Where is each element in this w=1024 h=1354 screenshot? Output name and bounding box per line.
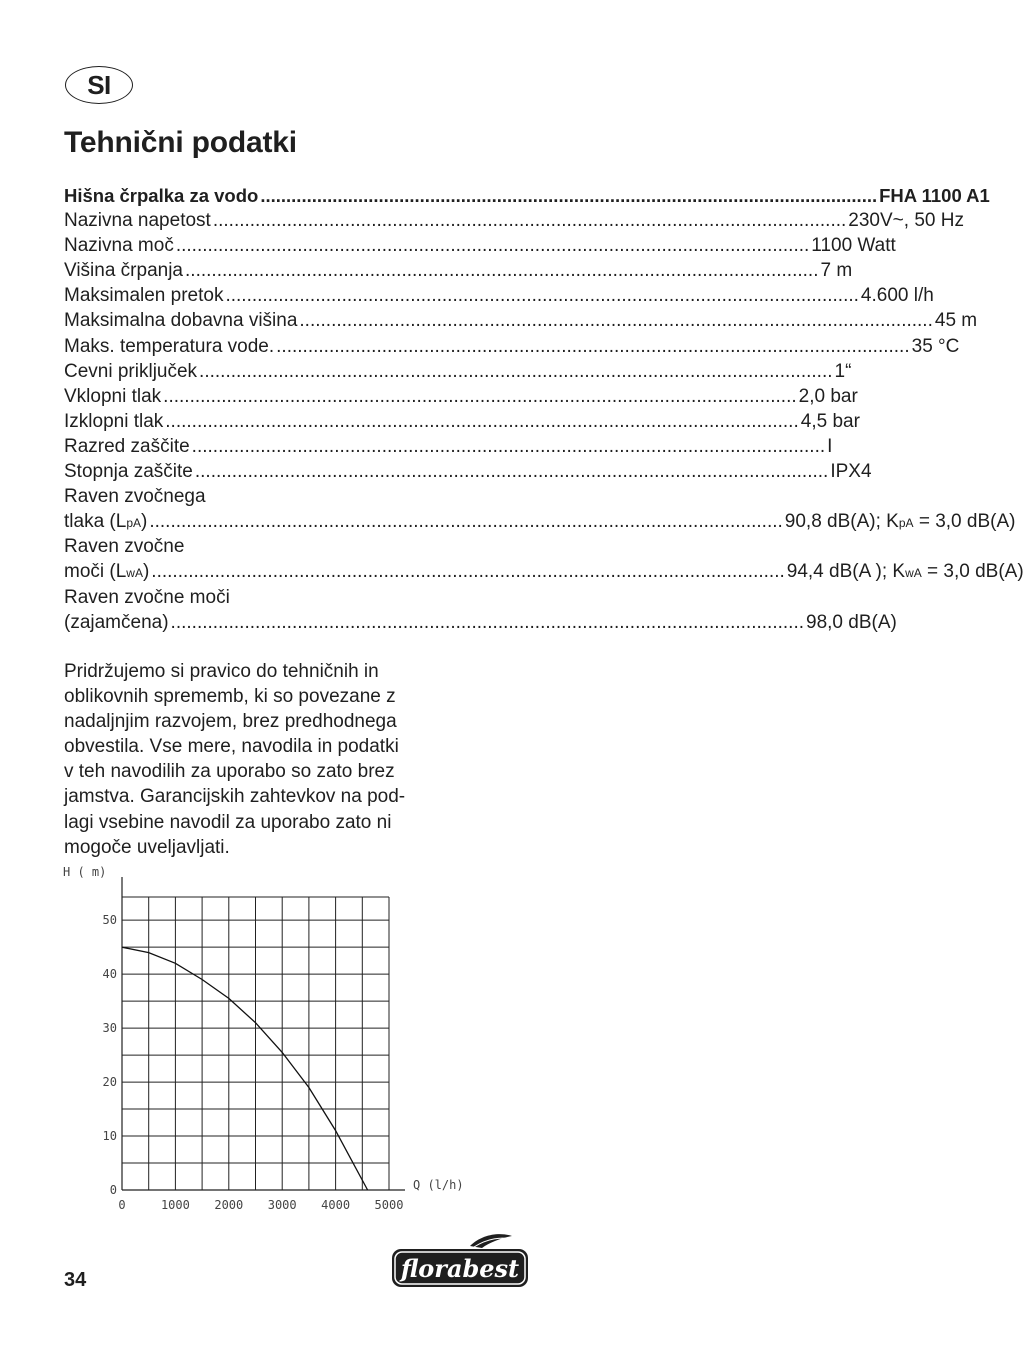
paragraph-line: mogoče uveljavljati. [64,836,230,858]
spec-row [64,283,934,308]
spec-value: 2,0 bar [798,385,858,407]
spec-row [64,233,896,258]
spec-row [64,384,858,409]
paragraph-line: obvestila. Vse mere, navodila in podatki [64,736,399,758]
leader-dots [171,610,804,635]
leader-dots [299,308,932,333]
spec-row-sound-pressure [64,509,1016,534]
page-title: Tehnični podatki [64,126,297,159]
y-tick-label: 0 [109,1183,117,1197]
leader-dots [163,384,796,409]
spec-value: I [827,435,833,457]
page-number: 34 [64,1269,87,1291]
leader-dots [276,334,909,359]
spec-value: FHA 1100 A1 [879,185,990,206]
pump-curve-line [122,947,368,1190]
y-tick-label: 10 [102,1129,117,1144]
spec-label: Izklopni tlak [64,410,164,432]
spec-row [64,258,853,283]
x-axis-label: Q (l/h) [413,1178,464,1192]
spec-row [64,359,852,384]
spec-label: Višina črpanja [64,260,184,282]
spec-value: 230V~, 50 Hz [848,210,964,232]
leader-dots [151,559,784,584]
spec-value: 4.600 l/h [860,285,934,307]
paragraph-line: Pridržujemo si pravico do tehničnih in [64,661,379,682]
spec-label: Stopnja zaščite [64,461,193,483]
spec-value: 98,0 dB(A) [806,611,897,633]
leader-dots [165,409,798,434]
x-tick-label: 5000 [374,1198,404,1212]
pump-curve-chart [56,860,464,1220]
spec-value: 1100 Watt [811,235,896,257]
spec-row [64,409,860,434]
spec-row-sound-power [64,559,1024,584]
spec-label: Nazivna napetost [64,210,211,232]
spec-row-model [64,183,990,208]
y-tick-label: 20 [102,1075,117,1090]
spec-list [64,183,1024,635]
spec-value: 94,4 dB(A ); K [786,561,906,583]
spec-label: Maksimalen pretok [64,285,224,307]
spec-label: Cevni priključek [64,360,198,382]
x-tick-label: 1000 [160,1198,190,1212]
x-tick-label: 3000 [267,1198,297,1212]
leader-dots [260,183,877,208]
spec-value: 4,5 bar [800,410,860,432]
spec-row [64,208,964,233]
spec-value-tail: = 3,0 dB(A) [921,561,1024,583]
spec-row [64,308,978,333]
spec-value: IPX4 [830,461,872,483]
paragraph-line: jamstva. Garancijskih zahtevkov na pod- [64,786,406,808]
subscript: pA [126,516,141,531]
spec-row-guaranteed [64,610,897,635]
leader-dots [176,233,809,258]
spec-value: 7 m [820,260,853,282]
spec-label: Hišna črpalka za vodo [64,185,259,206]
florabest-logo [390,1232,530,1290]
y-tick-label: 40 [102,967,117,982]
y-axis-label: H ( m) [63,865,107,879]
leader-dots [192,434,825,459]
x-tick-label: 0 [118,1198,126,1212]
paren: ) [142,561,150,583]
spec-label: (zajamčena) [64,611,169,633]
spec-row [64,434,833,459]
leader-dots [199,359,832,384]
x-tick-label: 2000 [214,1198,244,1212]
leader-dots [195,459,828,484]
spec-row [64,334,960,359]
spec-label: Maks. temperatura vode. [64,335,275,357]
spec-label: Nazivna moč [64,235,174,257]
spec-label: tlaka (L [64,511,127,533]
leader-dots [185,258,818,283]
spec-value-tail: = 3,0 dB(A) [913,511,1016,533]
spec-value: 1“ [834,360,852,382]
spec-value: 90,8 dB(A); K [784,511,899,533]
spec-heading: Raven zvočne [64,536,185,558]
logo-text: florabest [400,1254,520,1283]
y-tick-label: 30 [102,1021,117,1036]
spec-rows [64,208,978,484]
spec-label: moči (L [64,561,127,583]
spec-label: Maksimalna dobavna višina [64,310,298,332]
spec-value: 35 °C [911,335,960,357]
spec-heading: Raven zvočnega [64,486,206,508]
paragraph-line: v teh navodilih za uporabo so zato brez [64,761,395,783]
spec-heading: Raven zvočne moči [64,586,230,608]
paragraph-line: oblikovnih sprememb, ki so povezane z [64,686,396,708]
leader-dots [225,283,858,308]
spec-value: 45 m [934,310,978,332]
paren: ) [141,511,148,533]
subscript: wA [905,566,922,581]
leader-dots [213,208,846,233]
y-tick-label: 50 [102,913,117,928]
subscript: wA [126,566,143,581]
spec-row [64,459,872,484]
leader-dots [149,509,782,534]
paragraph-line: nadaljnjim razvojem, brez predhodnega [64,711,397,733]
paragraph-line: lagi vsebine navodil za uporabo zato ni [64,811,392,833]
spec-label: Vklopni tlak [64,385,162,407]
subscript: pA [898,516,914,531]
spec-label: Razred zaščite [64,435,190,457]
x-tick-label: 4000 [321,1198,351,1212]
language-badge: SI [65,66,133,104]
disclaimer-paragraph [64,659,444,860]
